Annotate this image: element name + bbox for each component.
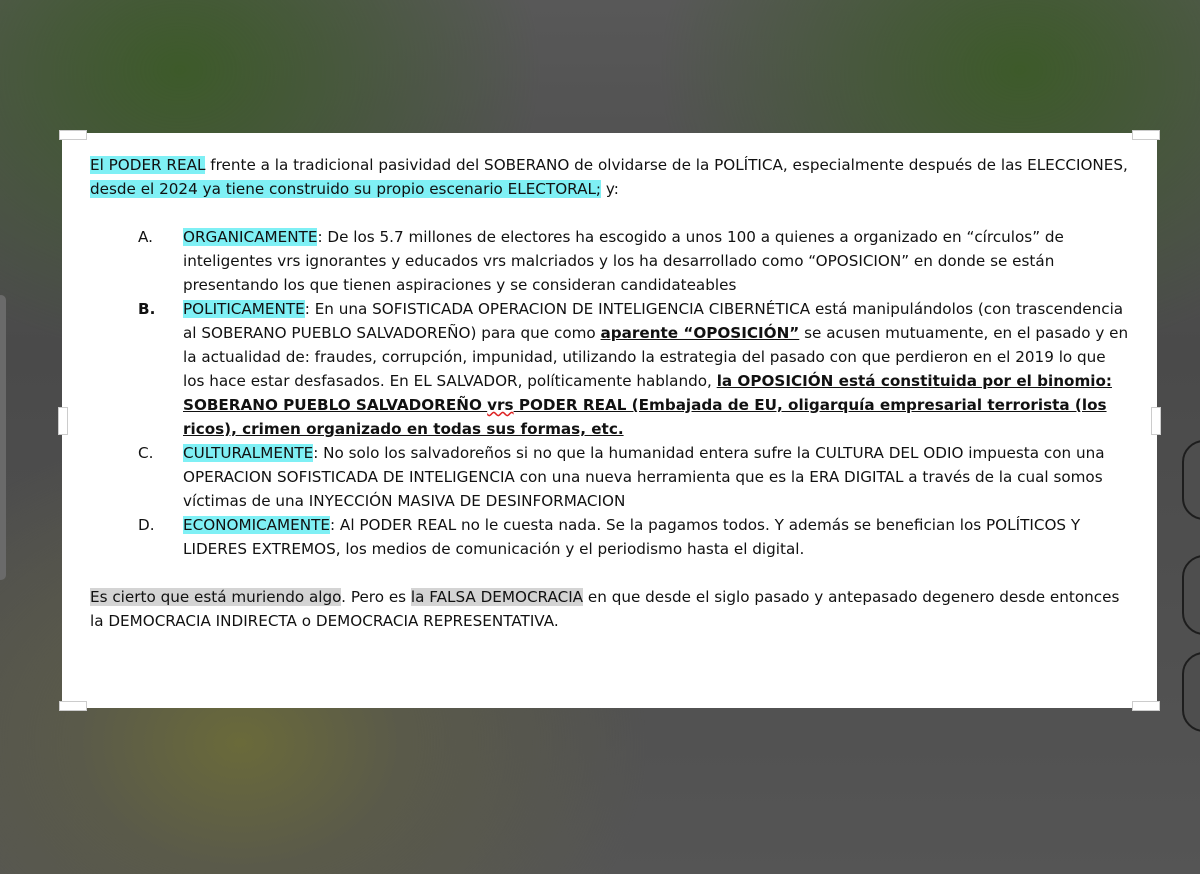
- spellcheck-word: vrs: [487, 396, 514, 414]
- side-tab: [0, 295, 6, 580]
- crop-handle-top-right[interactable]: [1132, 130, 1160, 140]
- side-button-3[interactable]: [1182, 652, 1200, 732]
- item-list: [138, 225, 1130, 561]
- document-crop: [62, 133, 1157, 708]
- list-item: A. ORGANICAMENTE: De los 5.7 millones de electores ha escogido a unos 100 a quienes a organizado en “círculos” de inteligentes vrs ignorantes y educados vrs malcriados y los ha desarrollado como “OPOSICION” en donde se están presentando los que tienen aspiraciones y se consideran candidateables: [138, 228, 1064, 294]
- side-button-1[interactable]: [1182, 440, 1200, 520]
- highlight-escenario: desde el 2024 ya tiene construido su propio escenario ELECTORAL;: [90, 180, 602, 198]
- crop-handle-bottom-right[interactable]: [1132, 701, 1160, 711]
- closing-paragraph: Es cierto que está muriendo algo. Pero es la FALSA DEMOCRACIA en que desde el siglo pasado y antepasado degenero desde entonces la DEMOCRACIA INDIRECTA o DEMOCRACIA REPRESENTATIVA.: [90, 588, 1120, 630]
- list-item: B. POLITICAMENTE: En una SOFISTICADA OPERACION DE INTELIGENCIA CIBERNÉTICA está manipulándolos (con trascendencia al SOBERANO PUEBLO SALVADOREÑO) para que como aparente “OPOSICIÓN” se acusen mutuamente, en el pasado y en la actualidad de: fraudes, corrupción, impunidad, utilizando la estrategia del pasado con que perdieron en el 2019 lo que los hace estar desfasados. En EL SALVADOR, políticamente hablando, la OPOSICIÓN está constituida por el binomio: SOBERANO PUEBLO SALVADOREÑO vrs PODER REAL (Embajada de EU, oligarquía empresarial terrorista (los ricos), crimen organizado en todas sus formas, etc.: [138, 300, 1129, 438]
- list-item: C. CULTURALMENTE: No solo los salvadoreños si no que la humanidad entera sufre la CULTURA DEL ODIO impuesta con una OPERACION SOFISTICADA DE INTELIGENCIA con una nueva herramienta que es la ERA DIGITAL a través de la cual somos víctimas de una INYECCIÓN MASIVA DE DESINFORMACION: [138, 444, 1105, 510]
- highlight-poder-real: El PODER REAL: [90, 156, 206, 174]
- document-text: [90, 153, 1130, 633]
- crop-handle-bottom-left[interactable]: [59, 701, 87, 711]
- intro-paragraph: El PODER REAL frente a la tradicional pasividad del SOBERANO de olvidarse de la POLÍTICA, especialmente después de las ELECCIONES, desde el 2024 ya tiene construido su propio escenario ELECTORAL; y:: [90, 156, 1128, 198]
- side-button-2[interactable]: [1182, 555, 1200, 635]
- crop-handle-left[interactable]: [58, 407, 68, 435]
- crop-handle-right[interactable]: [1151, 407, 1161, 435]
- crop-handle-top-left[interactable]: [59, 130, 87, 140]
- list-item: D. ECONOMICAMENTE: Al PODER REAL no le cuesta nada. Se la pagamos todos. Y además se benefician los POLÍTICOS Y LIDERES EXTREMOS, los medios de comunicación y el periodismo hasta el digital.: [138, 516, 1081, 558]
